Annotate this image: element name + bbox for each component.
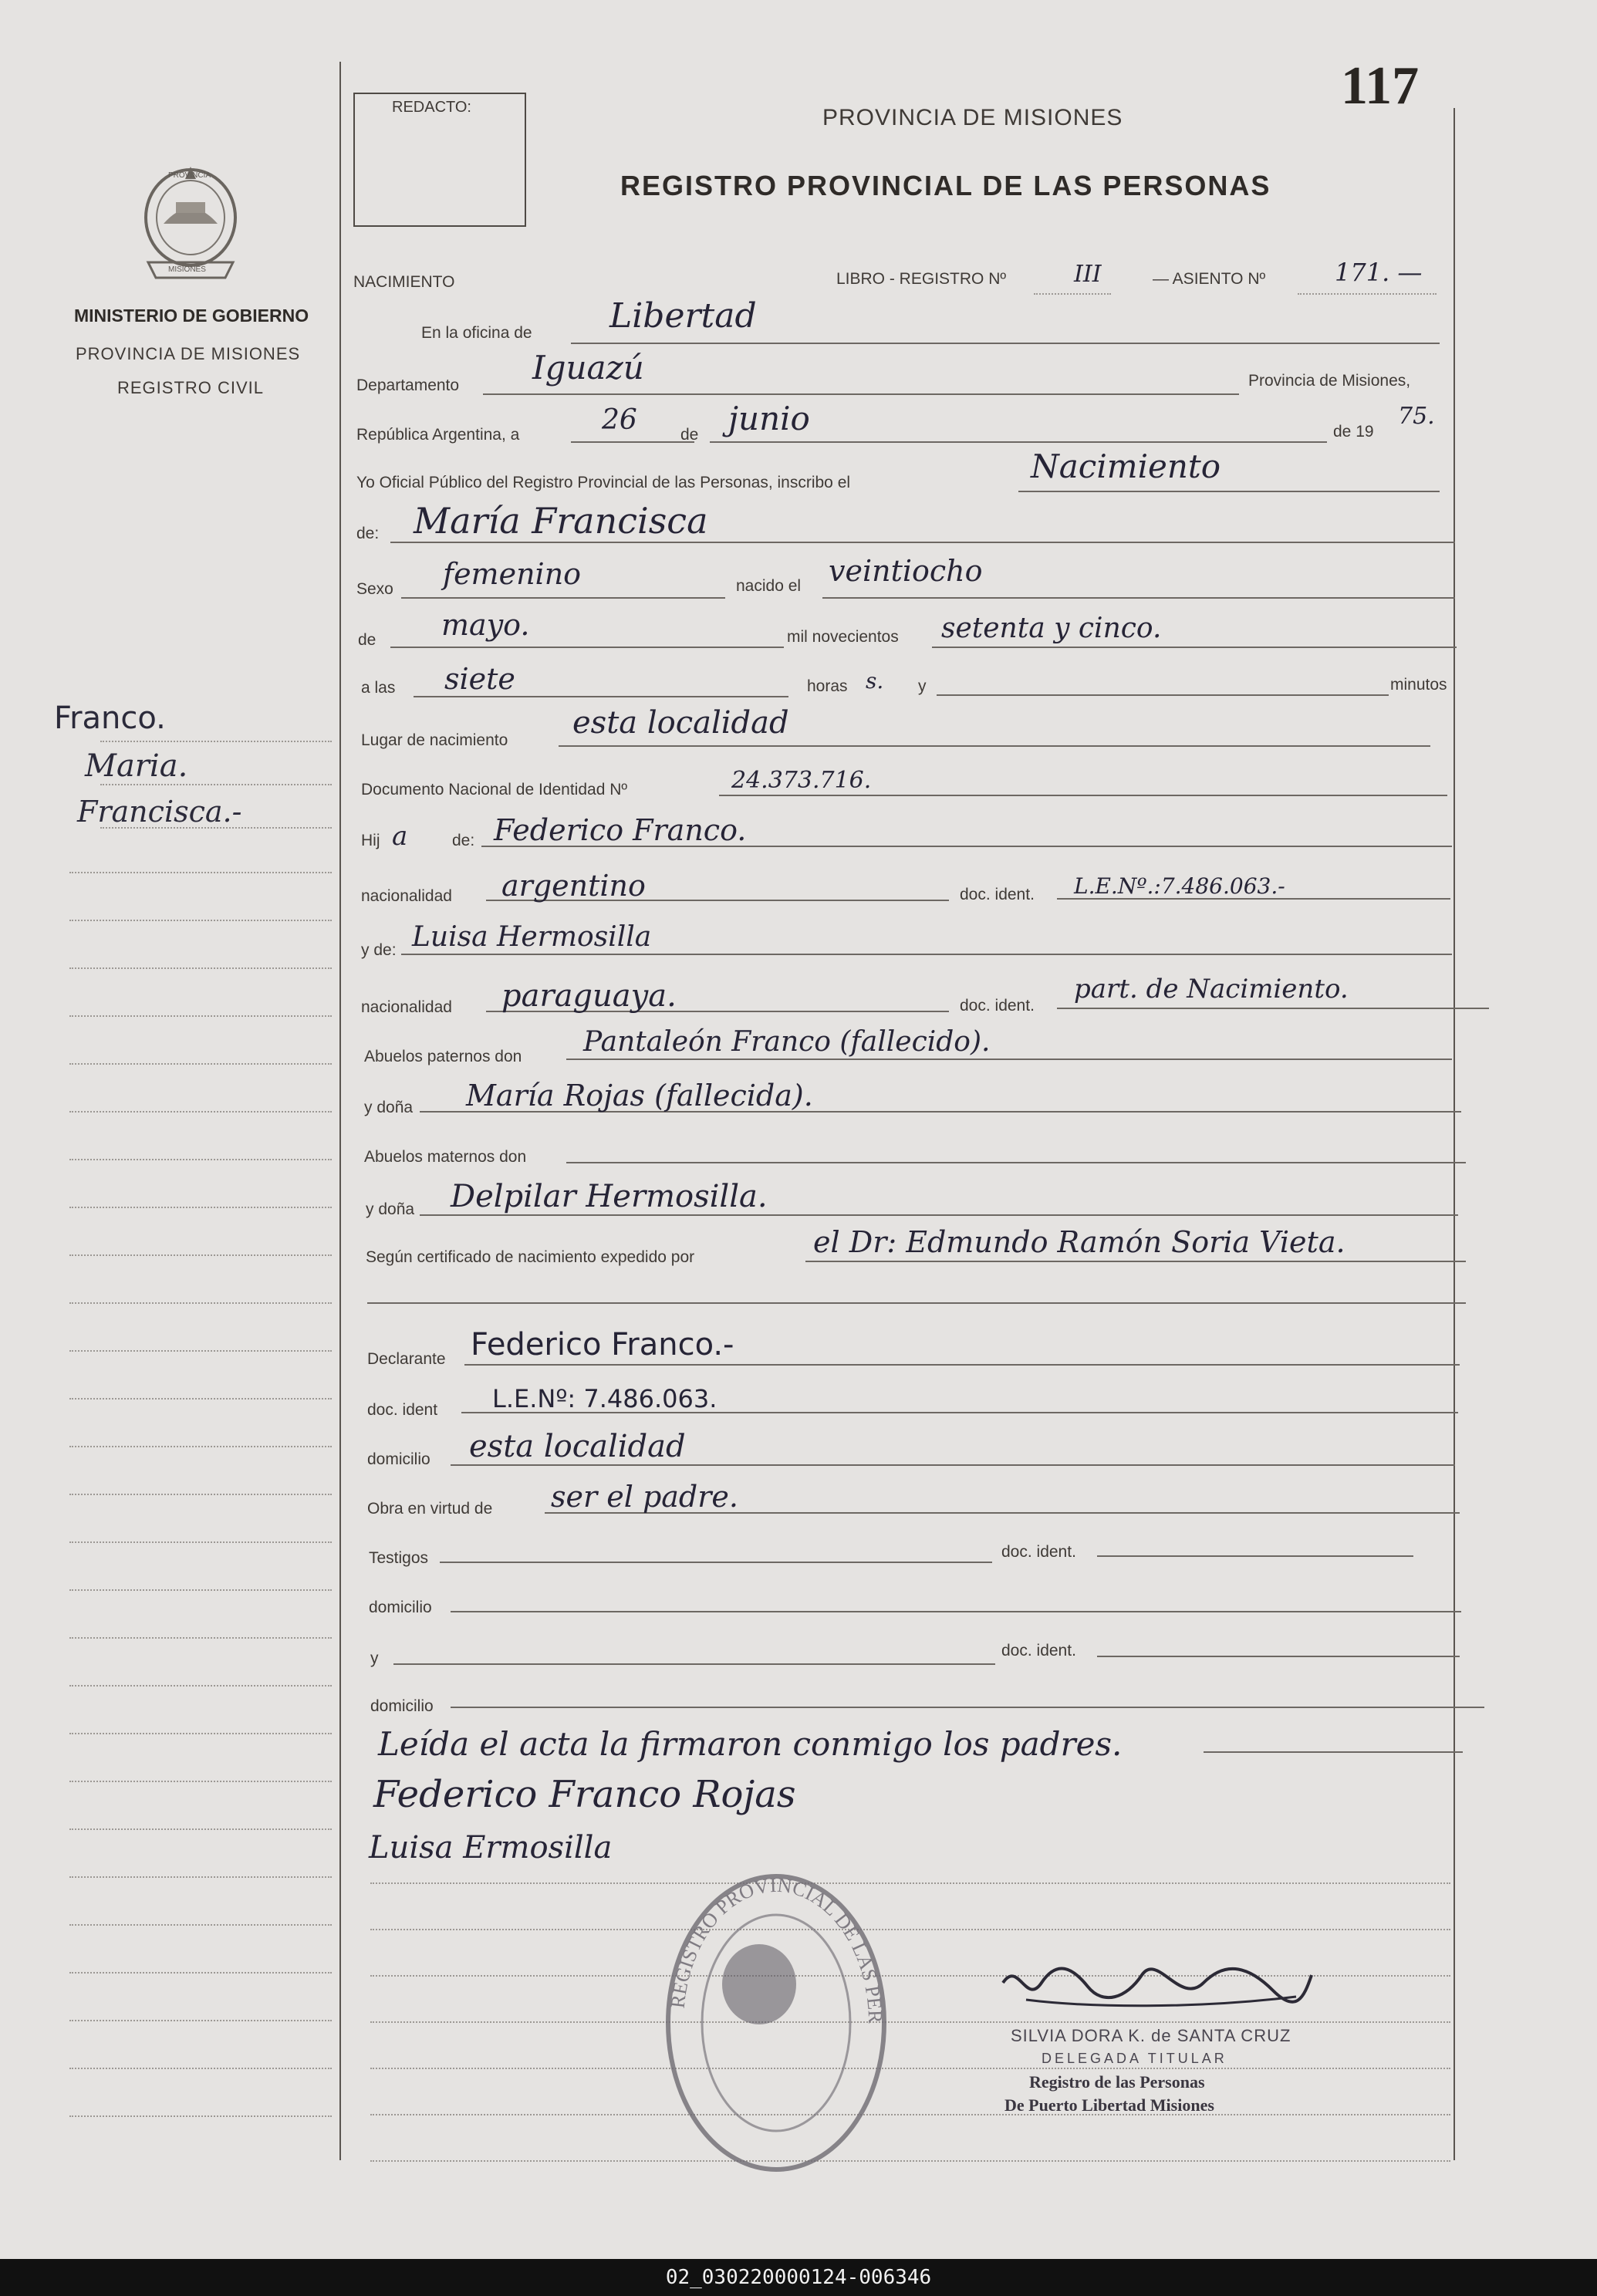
- ministry-province: PROVINCIA DE MISIONES: [76, 344, 301, 363]
- yo-oficial-label: Yo Oficial Público del Registro Provincial de las Personas, inscribo el: [356, 474, 851, 491]
- dni-value: 24.373.716.: [731, 767, 872, 794]
- y-dona-pat-label: y doña: [364, 1099, 414, 1116]
- margin-dotted-line: [69, 1541, 332, 1543]
- mes-nac-value: mayo.: [441, 608, 530, 642]
- document-id-footer: 02_030220000124-006346: [0, 2259, 1597, 2296]
- doc-madre-label: doc. ident.: [960, 997, 1035, 1015]
- asiento-value: 171. —: [1335, 258, 1423, 287]
- hij-label: Hij: [361, 832, 380, 849]
- horas-suffix: s.: [866, 668, 884, 694]
- margin-dotted-line: [69, 1207, 332, 1208]
- abuela-pat-value: María Rojas (fallecida).: [466, 1079, 813, 1113]
- margin-dotted-line: [69, 1015, 332, 1017]
- stamp-text: REGISTRO PROVINCIAL DE LAS PER: [666, 1873, 887, 2024]
- margin-dotted-line: [69, 1733, 332, 1734]
- margin-dotted-line: [100, 741, 332, 742]
- mother-signature: Luisa Ermosilla: [369, 1830, 613, 1866]
- nombre-line: [390, 542, 1455, 543]
- seal-label-top: PROVINCIA: [168, 171, 211, 180]
- margin-dotted-line: [69, 1494, 332, 1495]
- nacido-line: [822, 597, 1455, 599]
- doc-padre-label: doc. ident.: [960, 886, 1035, 903]
- de-label: de: [680, 426, 699, 444]
- abuelo-pat-line: [566, 1059, 1452, 1060]
- y-testigo2-label: y: [370, 1649, 379, 1667]
- doc-madre-line: [1057, 1008, 1489, 1009]
- margin-dotted-line: [69, 1111, 332, 1113]
- obra-label: Obra en virtud de: [367, 1500, 493, 1518]
- margin-dotted-line: [69, 1781, 332, 1782]
- abuelos-paternos-label: Abuelos paternos don: [364, 1048, 522, 1065]
- departamento-line: [483, 393, 1239, 395]
- margin-dotted-line: [69, 1446, 332, 1447]
- margin-dotted-line: [69, 872, 332, 873]
- page-title: REGISTRO PROVINCIAL DE LAS PERSONAS: [620, 170, 1271, 201]
- doc-madre-value: part. de Nacimiento.: [1074, 974, 1349, 1004]
- nac-madre-label: nacionalidad: [361, 998, 452, 1016]
- hora-value: siete: [444, 662, 515, 696]
- declarante-line: [464, 1364, 1460, 1366]
- madre-value: Luisa Hermosilla: [412, 921, 652, 953]
- doc-decl-label: doc. ident: [367, 1401, 438, 1419]
- form-right-border: [1454, 108, 1455, 2160]
- abuela-mat-value: Delpilar Hermosilla.: [451, 1179, 768, 1214]
- declarante-label: Declarante: [367, 1350, 446, 1368]
- margin-dotted-line: [69, 1972, 332, 1974]
- republica-label: República Argentina, a: [356, 426, 520, 444]
- lugar-label: Lugar de nacimiento: [361, 731, 508, 749]
- anio-value: 75.: [1398, 403, 1435, 430]
- margin-dotted-line: [69, 2115, 332, 2117]
- y-de-label: y de:: [361, 941, 397, 959]
- certificado-line-2: [367, 1302, 1466, 1304]
- doc-testigo1-label: doc. ident.: [1001, 1543, 1076, 1561]
- doc-decl-value: L.E.Nº: 7.486.063.: [492, 1384, 717, 1413]
- mes-nac-line: [390, 647, 784, 648]
- doc-testigo2-line: [1097, 1656, 1460, 1657]
- dia-line: [571, 441, 694, 443]
- domicilio-t2-line: [451, 1707, 1484, 1708]
- sexo-label: Sexo: [356, 580, 393, 598]
- dia-value: 26: [602, 404, 637, 436]
- sexo-value: femenino: [443, 557, 582, 591]
- de-nombre-label: de:: [356, 525, 380, 542]
- seal-label-bottom: MISIONES: [168, 265, 206, 274]
- official-name: SILVIA DORA K. de SANTA CRUZ: [1011, 2026, 1291, 2045]
- domicilio-t1-line: [451, 1611, 1461, 1612]
- certificado-line: [805, 1261, 1466, 1262]
- domicilio-decl-line: [451, 1464, 1455, 1466]
- segun-label: Según certificado de nacimiento expedido por: [366, 1248, 695, 1266]
- testigos-label: Testigos: [369, 1549, 429, 1567]
- asiento-dots: [1298, 293, 1437, 295]
- dni-label: Documento Nacional de Identidad Nº: [361, 781, 628, 799]
- libro-label: LIBRO - REGISTRO Nº: [836, 270, 1007, 288]
- lower-dotted-line: [370, 2021, 1450, 2023]
- nac-madre-value: paraguaya.: [501, 978, 677, 1014]
- nac-padre-value: argentino: [501, 869, 646, 903]
- oficina-label: En la oficina de: [421, 324, 532, 342]
- hij-de-label: de:: [452, 832, 475, 849]
- inscribo-value: Nacimiento: [1031, 447, 1221, 485]
- libro-dots: [1034, 293, 1111, 295]
- hora-line: [414, 696, 788, 697]
- domicilio-decl-value: esta localidad: [469, 1429, 686, 1464]
- form-left-border: [339, 62, 341, 2160]
- inscribo-line: [1018, 491, 1440, 492]
- official-office-1: Registro de las Personas: [1029, 2072, 1205, 2092]
- lower-dotted-line: [370, 2068, 1450, 2069]
- a-las-label: a las: [361, 679, 396, 697]
- header-province: PROVINCIA DE MISIONES: [822, 105, 1123, 130]
- testigos-line: [440, 1562, 992, 1563]
- dni-line: [719, 795, 1447, 796]
- doc-testigo2-label: doc. ident.: [1001, 1642, 1076, 1660]
- abuelo-pat-value: Pantaleón Franco (fallecido).: [583, 1026, 991, 1058]
- margin-dotted-line: [69, 1589, 332, 1591]
- lower-dotted-line: [370, 1882, 1450, 1884]
- doc-padre-value: L.E.Nº.:7.486.063.-: [1074, 873, 1285, 899]
- asiento-label: — ASIENTO Nº: [1153, 270, 1266, 288]
- doc-testigo1-line: [1097, 1555, 1413, 1557]
- margin-dotted-line: [69, 1876, 332, 1878]
- abuelos-maternos-label: Abuelos maternos don: [364, 1148, 527, 1166]
- official-role: DELEGADA TITULAR: [1042, 2051, 1227, 2066]
- lower-dotted-line: [370, 1929, 1450, 1930]
- ministry-registry: REGISTRO CIVIL: [117, 378, 265, 397]
- margin-second-name: Francisca.-: [77, 795, 242, 829]
- ministry-title: MINISTERIO DE GOBIERNO: [74, 306, 309, 326]
- margin-dotted-line: [69, 1398, 332, 1400]
- nacido-label: nacido el: [736, 577, 802, 595]
- margin-dotted-line: [69, 2068, 332, 2069]
- anio-nac-line: [932, 647, 1457, 648]
- departamento-label: Departamento: [356, 376, 460, 394]
- official-office-2: De Puerto Libertad Misiones: [1004, 2095, 1214, 2115]
- lower-dotted-line: [370, 2114, 1450, 2115]
- margin-dotted-line: [69, 1159, 332, 1160]
- mil-label: mil novecientos: [787, 628, 899, 646]
- domicilio-t1-label: domicilio: [369, 1599, 432, 1616]
- testigo2-line: [393, 1663, 995, 1665]
- margin-dotted-line: [69, 967, 332, 969]
- closing-line: [1204, 1751, 1463, 1753]
- domicilio-decl-label: domicilio: [367, 1450, 430, 1468]
- departamento-value: Iguazú: [532, 349, 644, 387]
- declarante-value: Federico Franco.-: [471, 1327, 734, 1362]
- official-signature: [995, 1952, 1319, 2021]
- margin-surname: Franco.: [54, 701, 166, 736]
- certificado-value: el Dr: Edmundo Ramón Soria Vieta.: [813, 1225, 1345, 1259]
- margin-dotted-line: [69, 1254, 332, 1256]
- lugar-value: esta localidad: [572, 705, 789, 741]
- de-mes-nac-label: de: [358, 631, 376, 649]
- margin-dotted-line: [69, 1302, 332, 1304]
- margin-dotted-line: [100, 827, 332, 829]
- margin-dotted-line: [69, 920, 332, 921]
- nacido-value: veintiocho: [829, 554, 983, 588]
- padre-value: Federico Franco.: [494, 813, 747, 847]
- page-number: 117: [1341, 56, 1420, 116]
- margin-dotted-line: [69, 1685, 332, 1687]
- oficina-value: Libertad: [609, 296, 757, 336]
- redacto-label: REDACTO:: [392, 99, 471, 116]
- mes-value: junio: [728, 400, 810, 437]
- mes-line: [710, 441, 1327, 443]
- minutos-line: [937, 694, 1389, 696]
- abuela-mat-line: [420, 1214, 1458, 1216]
- oficina-line: [571, 343, 1440, 344]
- sexo-line: [401, 597, 725, 599]
- de-19-label: de 19: [1333, 423, 1374, 441]
- minutos-label: minutos: [1390, 676, 1447, 694]
- closing-text: Leída el acta la firmaron conmigo los padres.: [378, 1725, 1123, 1763]
- libro-value: III: [1074, 261, 1102, 288]
- madre-line: [401, 954, 1452, 955]
- lower-dotted-line: [370, 2160, 1450, 2162]
- abuelo-mat-line: [566, 1162, 1466, 1163]
- margin-dotted-line: [69, 1350, 332, 1352]
- nac-padre-label: nacionalidad: [361, 887, 452, 905]
- margin-dotted-line: [69, 1924, 332, 1926]
- act-type: NACIMIENTO: [353, 273, 455, 291]
- hij-suffix: a: [392, 821, 408, 852]
- y-dona-mat-label: y doña: [366, 1200, 415, 1218]
- margin-dotted-line: [100, 784, 332, 785]
- provincia-label: Provincia de Misiones,: [1248, 372, 1411, 390]
- y-minutos-label: y: [918, 677, 927, 695]
- obra-value: ser el padre.: [551, 1480, 738, 1514]
- registry-stamp: [645, 1861, 907, 2185]
- anio-nac-value: setenta y cinco.: [941, 613, 1162, 644]
- horas-label: horas: [807, 677, 848, 695]
- lugar-line: [559, 745, 1430, 747]
- nombre-value: María Francisca: [414, 500, 708, 542]
- father-signature: Federico Franco Rojas: [373, 1773, 796, 1816]
- domicilio-t2-label: domicilio: [370, 1697, 434, 1715]
- margin-dotted-line: [69, 1063, 332, 1065]
- margin-dotted-line: [69, 1828, 332, 1830]
- margin-dotted-line: [69, 2020, 332, 2021]
- margin-first-name: Maria.: [85, 748, 188, 784]
- margin-dotted-line: [69, 1637, 332, 1639]
